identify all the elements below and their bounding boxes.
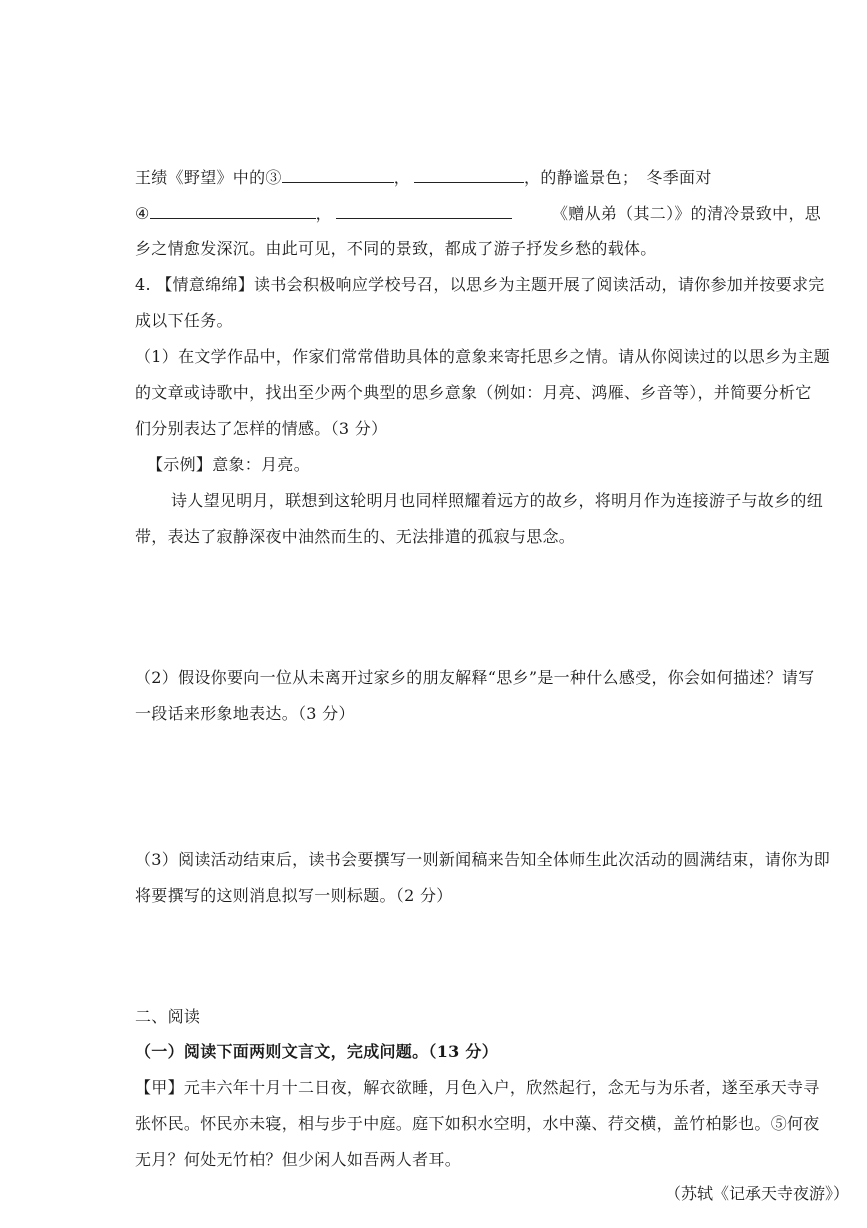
- passage-jia-source: （苏轼《记承天寺夜游》）: [664, 1184, 849, 1203]
- q4-example-label: 【示例】意象：月亮。: [147, 455, 311, 474]
- q4-sub1-line-1: （1）在文学作品中，作家们常常借助具体的意象来寄托思乡之情。请从你阅读过的以思乡为主题: [135, 347, 831, 366]
- answer-blank-4b[interactable]: [336, 202, 512, 219]
- section-title-reading: 二、阅读: [135, 1007, 201, 1026]
- q4-sub2-line-2: 一段话来形象地表达。（3 分）: [135, 704, 355, 723]
- answer-blank-4a[interactable]: [150, 202, 316, 219]
- q4-intro-line-1: 4. 【情意绵绵】读书会积极响应学校号召，以思乡为主题开展了阅读活动，请你参加并按要求完: [135, 275, 825, 294]
- q4-sub3-line-2: 将要撰写的这则消息拟写一则标题。（2 分）: [135, 886, 453, 905]
- fill-in-line-1-sep: ，: [393, 168, 411, 187]
- answer-blank-3a[interactable]: [282, 166, 394, 183]
- fill-in-line-2: [135, 202, 821, 225]
- q4-sub3-line-1: （3）阅读活动结束后，读书会要撰写一则新闻稿来告知全体师生此次活动的圆满结束，请你为即: [135, 850, 831, 869]
- q4-example-line-1: 诗人望见明月，联想到这轮明月也同样照耀着远方的故乡，将明月作为连接游子与故乡的纽: [171, 491, 824, 510]
- fill-in-line-1-prefix: 王绩《野望》中的③: [135, 168, 282, 187]
- q4-sub2-line-1: （2）假设你要向一位从未离开过家乡的朋友解释“思乡”是一种什么感受，你会如何描述？请写: [135, 668, 815, 687]
- fill-in-line-2-sep: ，: [315, 204, 332, 223]
- passage-jia-line-1: 【甲】元丰六年十月十二日夜，解衣欲睡，月色入户，欣然起行，念无与为乐者，遂至承天寺寻: [135, 1078, 820, 1097]
- answer-blank-3b[interactable]: [414, 166, 524, 183]
- fill-in-line-3: 乡之情愈发深沉。由此可见，不同的景致，都成了游子抒发乡愁的载体。: [135, 239, 657, 258]
- reading-part1-title: （一）阅读下面两则文言文，完成问题。（13 分）: [135, 1042, 499, 1061]
- fill-in-line-2-prefix: ④: [135, 204, 150, 223]
- fill-in-line-2-suffix: 《赠从弟（其二）》的清冷景致中，思: [551, 204, 822, 223]
- fill-in-line-1-suffix: ，的静谧景色； 冬季面对: [524, 168, 712, 187]
- passage-jia-line-2: 张怀民。怀民亦未寝，相与步于中庭。庭下如积水空明，水中藻、荇交横，盖竹柏影也。⑤何夜: [135, 1114, 820, 1133]
- q4-sub1-line-2: 的文章或诗歌中，找出至少两个典型的思乡意象（例如：月亮、鸿雁、乡音等），并简要分析它: [135, 383, 812, 402]
- q4-intro-line-2: 成以下任务。: [135, 311, 233, 330]
- fill-in-line-1: [135, 166, 712, 189]
- q4-example-line-2: 带，表达了寂静深夜中油然而生的、无法排遣的孤寂与思念。: [135, 527, 576, 546]
- q4-sub1-line-3: 们分别表达了怎样的情感。（3 分）: [135, 419, 388, 438]
- passage-jia-line-3: 无月？何处无竹柏？但少闲人如吾两人者耳。: [135, 1150, 462, 1169]
